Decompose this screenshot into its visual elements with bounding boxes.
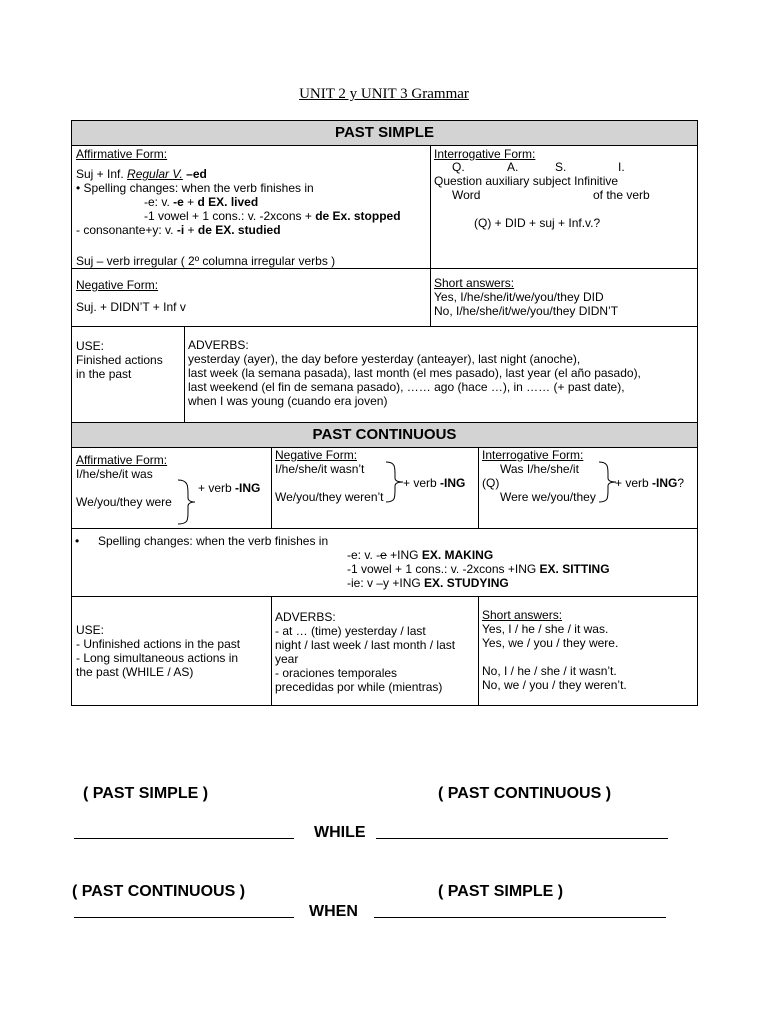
pc-interrogative-label: Interrogative Form: xyxy=(482,448,584,462)
pc-sp-l3a: -1 vowel + 1 cons.: v. -2xcons +ING xyxy=(347,562,540,576)
pc-neg-verb xyxy=(403,476,465,490)
pc-short-line-2: Yes, we / you / they were. xyxy=(482,636,619,650)
pc-sp-l3b: EX. SITTING xyxy=(539,562,610,576)
ps-aff-l5c: + xyxy=(184,223,198,237)
ps-aff-l5a: - consonante+y: v. xyxy=(76,223,177,237)
ps-aff-l4a: -1 vowel + 1 cons.: v. -2xcons + xyxy=(144,209,316,223)
pc-use-line-4: the past (WHILE / AS) xyxy=(76,665,194,679)
when-right-tense: ( PAST SIMPLE ) xyxy=(438,883,564,900)
ps-use-line-2: Finished actions xyxy=(76,353,163,367)
ps-affirmative-line-4 xyxy=(144,209,401,223)
pc-int-line-1: Was I/he/she/it xyxy=(500,462,579,476)
pc-sp-l2c: +ING xyxy=(386,548,422,562)
pc-adverbs-line-3: night / last week / last month / last xyxy=(275,638,456,652)
pc-adverbs-line-4: year xyxy=(275,652,299,666)
pc-neg-verb-a: + verb xyxy=(403,476,441,490)
when-connector: WHEN xyxy=(309,903,358,920)
ps-int-formula: (Q) + DID + suj + Inf.v.? xyxy=(474,216,601,230)
ps-aff-l1a: Suj + Inf. xyxy=(76,167,128,181)
ps-affirmative-line-1 xyxy=(76,167,207,181)
pc-int-verb-b: -ING xyxy=(652,476,678,490)
pc-adverbs-line-2: - at … (time) yesterday / last xyxy=(275,624,426,638)
pc-short-line-3: No, I / he / she / it wasn’t. xyxy=(482,664,617,678)
pc-neg-line-1: I/he/she/it wasn’t xyxy=(275,462,365,476)
ps-aff-l4b: de Ex. stopped xyxy=(315,209,401,223)
pc-aff-brace xyxy=(176,478,198,526)
while-left-blank[interactable] xyxy=(74,838,294,839)
pc-spelling-bullet: • xyxy=(75,534,80,548)
pc-spelling-line-2 xyxy=(347,548,493,562)
ps-int-i: I. xyxy=(618,160,625,174)
pc-int-verb-a: + verb xyxy=(615,476,653,490)
ps-int-word: Word xyxy=(452,188,481,202)
while-connector: WHILE xyxy=(314,824,366,841)
pc-short-line-4: No, we / you / they weren’t. xyxy=(482,678,627,692)
ps-affirmative-line-3 xyxy=(144,195,258,209)
ps-adverbs-line-5: when I was young (cuando era joven) xyxy=(188,394,388,408)
ps-aff-l1c: –ed xyxy=(182,167,207,181)
past-simple-header: PAST SIMPLE xyxy=(71,120,698,146)
ps-aff-l3a: -e: v. xyxy=(144,195,174,209)
ps-int-of-the-verb: of the verb xyxy=(593,188,650,202)
pc-spelling-line-4 xyxy=(347,576,509,590)
pc-use-line-3: - Long simultaneous actions in xyxy=(76,651,239,665)
pc-neg-line-2: We/you/they weren’t xyxy=(275,490,384,504)
ps-adverbs-label: ADVERBS: xyxy=(188,338,249,352)
ps-negative-line: Suj. + DIDN’T + Inf v xyxy=(76,300,186,314)
past-continuous-header: PAST CONTINUOUS xyxy=(71,422,698,448)
pc-short-label: Short answers: xyxy=(482,608,563,622)
pc-sp-l4b: EX. STUDYING xyxy=(424,576,509,590)
pc-int-line-2: Were we/you/they xyxy=(500,490,596,504)
ps-negative-cell xyxy=(71,268,431,327)
while-right-blank[interactable] xyxy=(376,838,668,839)
ps-adverbs-line-3: last week (la semana pasada), last month (el mes pasado), last year (el año pasado), xyxy=(188,366,641,380)
pc-aff-verb-a: + verb xyxy=(198,481,236,495)
pc-use-line-2: - Unfinished actions in the past xyxy=(76,637,241,651)
pc-negative-label: Negative Form: xyxy=(275,448,358,462)
pc-aff-verb xyxy=(198,481,260,495)
ps-int-line-2: Question auxiliary subject Infinitive xyxy=(434,174,619,188)
ps-affirmative-label: Affirmative Form: xyxy=(76,147,168,161)
ps-affirmative-line-5 xyxy=(76,223,281,237)
ps-interrogative-label: Interrogative Form: xyxy=(434,147,536,161)
ps-adverbs-line-2: yesterday (ayer), the day before yesterday (anteayer), last night (anoche), xyxy=(188,352,581,366)
ps-int-s: S. xyxy=(555,160,567,174)
ps-aff-l3c: + xyxy=(183,195,198,209)
pc-sp-l2a: -e: v. - xyxy=(347,548,381,562)
ps-aff-l3b: -e xyxy=(173,195,184,209)
pc-int-q: (Q) xyxy=(482,476,500,490)
pc-sp-l4a: -ie: v –y +ING xyxy=(347,576,425,590)
pc-spelling-line-1: Spelling changes: when the verb finishes in xyxy=(98,534,329,548)
pc-aff-verb-b: -ING xyxy=(235,481,261,495)
ps-affirmative-line-6: Suj – verb irregular ( 2º columna irregular verbs ) xyxy=(76,254,336,268)
pc-short-line-1: Yes, I / he / she / it was. xyxy=(482,622,609,636)
while-left-tense: ( PAST SIMPLE ) xyxy=(83,785,209,802)
ps-use-label: USE: xyxy=(76,339,105,353)
ps-short-no: No, I/he/she/it/we/you/they DIDN’T xyxy=(434,304,619,318)
pc-affirmative-label: Affirmative Form: xyxy=(76,453,168,467)
pc-adverbs-line-6: precedidas por while (mientras) xyxy=(275,680,443,694)
pc-use-label: USE: xyxy=(76,623,105,637)
pc-aff-line-2: We/you/they were xyxy=(76,495,172,509)
page-title: UNIT 2 y UNIT 3 Grammar xyxy=(299,86,469,102)
when-left-blank[interactable] xyxy=(74,917,294,918)
ps-short-label: Short answers: xyxy=(434,276,515,290)
pc-int-verb-c: ? xyxy=(677,476,685,490)
pc-sp-l2d: EX. MAKING xyxy=(421,548,494,562)
when-right-blank[interactable] xyxy=(374,917,666,918)
ps-aff-l5b: -i xyxy=(176,223,185,237)
while-right-tense: ( PAST CONTINUOUS ) xyxy=(438,785,612,802)
ps-adverbs-line-4: last weekend (el fin de semana pasado), …… ago (hace …), in …… (+ past date), xyxy=(188,380,625,394)
pc-sp-l2b: e xyxy=(380,548,387,562)
ps-negative-label: Negative Form: xyxy=(76,278,159,292)
ps-aff-l3d: d xyxy=(197,195,205,209)
when-left-tense: ( PAST CONTINUOUS ) xyxy=(72,883,246,900)
ps-aff-l5d: de EX. studied xyxy=(197,223,281,237)
ps-aff-l1b: Regular V. xyxy=(127,167,183,181)
ps-int-q: Q. xyxy=(452,160,465,174)
ps-aff-l3e: EX. lived xyxy=(204,195,259,209)
pc-aff-line-1: I/he/she/it was xyxy=(76,467,153,481)
ps-use-line-3: in the past xyxy=(76,367,132,381)
pc-int-verb xyxy=(615,476,684,490)
pc-adverbs-label: ADVERBS: xyxy=(275,610,336,624)
ps-int-a: A. xyxy=(507,160,519,174)
ps-affirmative-line-2: • Spelling changes: when the verb finishes in xyxy=(76,181,314,195)
pc-spelling-line-3 xyxy=(347,562,610,576)
ps-short-yes: Yes, I/he/she/it/we/you/they DID xyxy=(434,290,604,304)
pc-neg-verb-b: -ING xyxy=(440,476,466,490)
pc-adverbs-line-5: - oraciones temporales xyxy=(275,666,398,680)
